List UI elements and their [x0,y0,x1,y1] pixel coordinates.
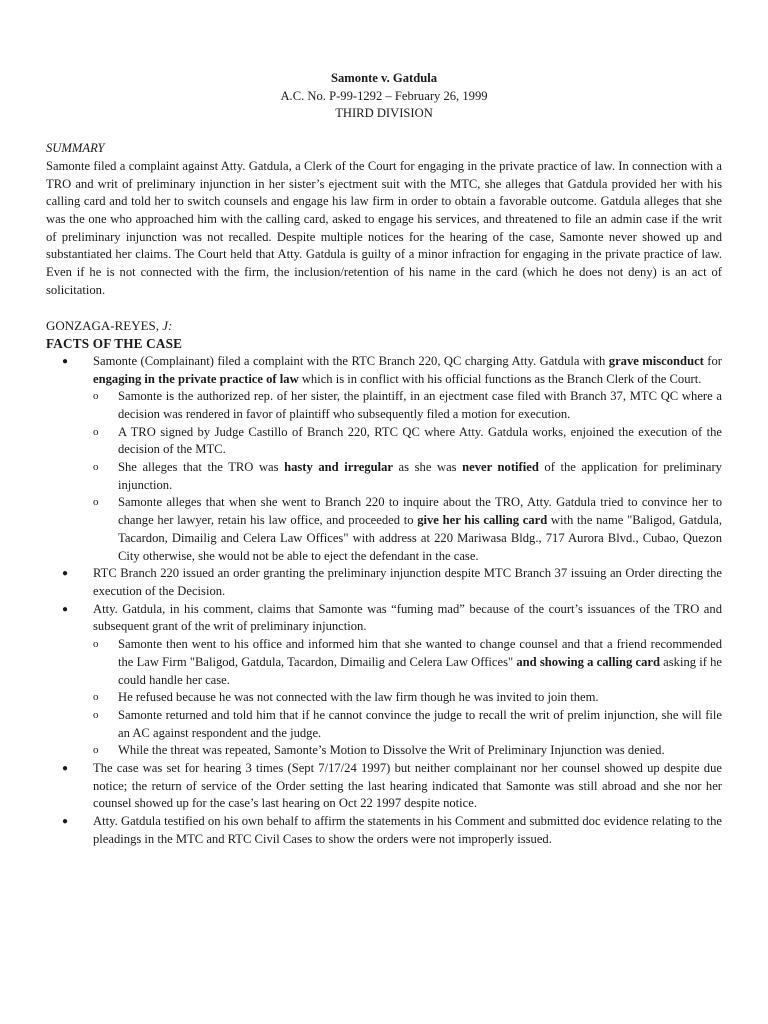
ponente-name: GONZAGA-REYES, [46,318,160,334]
fact-text: RTC Branch 220 issued an order granting the preliminary injunction despite MTC Branch 37 issuing an Order directing the execution of the Decision. [93,566,722,598]
sub-item [93,636,722,689]
sub-text: She alleges that the TRO was [118,460,285,475]
fact-text: The case was set for hearing 3 times (Sept 7/17/24 1997) but neither complainant nor her counsel showed up despite due notice; the return of service of the Order setting the last hearing indicated that Samonte was still abroad and she nor her counsel showed up for the case’s last hearing on Oct 22 1997 despite notice. [93,761,722,811]
sub-bold: hasty and irregular [284,460,393,475]
sub-bullet-icon: o [93,744,99,757]
sub-text: A TRO signed by Judge Castillo of Branch 220, RTC QC where Atty. Gatdula works, enjoined the execution of the decision of the MTC. [118,424,722,457]
fact-item [46,353,722,565]
document-page [46,70,722,849]
sub-bold: and showing a calling card [516,654,660,669]
sub-bullet-icon: o [93,708,99,721]
sub-text: Samonte returned and told him that if he cannot convince the judge to recall the writ of prelim injunction, she will file an AC against respondent and the judge. [118,707,722,740]
fact-text: which is in conflict with his official functions as the Branch Clerk of the Court. [298,371,702,386]
sub-bold: give her his calling card [417,513,548,528]
sub-bullet-icon: o [93,691,99,704]
sub-item [93,742,722,760]
sub-bullet-icon: o [93,496,99,509]
facts-heading: FACTS OF THE CASE [46,336,183,352]
summary-heading: SUMMARY [46,141,105,156]
sub-text: While the threat was repeated, Samonte’s Motion to Dissolve the Writ of Preliminary Injunction was denied. [118,743,665,758]
bullet-icon: ● [62,763,69,775]
facts-list [46,353,722,849]
sub-item [93,494,722,565]
bullet-icon: ● [62,355,69,367]
sub-text: Samonte then went to his office and informed him that she wanted to change counsel and that a friend recommended the Law Firm "Baligod, Gatdula, Tacardon, Dimailig and Celera Law Offices" [118,637,722,669]
sub-text: as she was [392,460,463,475]
case-title: Samonte v. Gatdula [330,71,437,85]
sub-bullet-icon: o [93,461,99,474]
sub-bold: never notified [462,460,539,475]
sub-text: Samonte alleges that when she went to Branch 220 to inquire about the TRO, Atty. Gatdula tried to convince her to change her lawyer, retain his law office, and proceeded to [118,495,722,528]
sub-item [93,689,722,707]
division: THIRD DIVISION [335,106,433,121]
sub-item [93,459,722,494]
sub-item [93,424,722,459]
sub-text: of the application for preliminary injunction. [118,460,722,492]
sub-text: He refused because he was not connected with the law firm though he was invited to join them. [118,690,599,705]
sub-item [93,388,722,423]
bullet-icon: ● [62,603,69,615]
fact-item [46,601,722,760]
fact-text: Atty. Gatdula, in his comment, claims that Samonte was “fuming mad” because of the court’s issuances of the TRO and subsequent grant of the writ of preliminary injunction. [93,601,722,634]
bullet-icon: ● [62,568,69,580]
fact-text: Samonte (Complainant) filed a complaint with the RTC Branch 220, QC charging Atty. Gatdula with [93,353,609,368]
sub-bullet-icon: o [93,638,99,651]
sub-text: Samonte is the authorized rep. of her sister, the plaintiff, in an ejectment case filed with Branch 37, MTC QC where a decision was rendered in favor of plaintiff who subsequently filed a motion for execution. [118,389,722,421]
sub-bullet-icon: o [93,425,99,438]
sub-list [93,388,722,565]
sub-text: asking if he could handle her case. [118,654,723,687]
sub-bullet-icon: o [93,390,99,403]
fact-item [46,565,722,600]
summary-text: Samonte filed a complaint against Atty. Gatdula, a Clerk of the Court for engaging in the private practice of law. In connection with a TRO and writ of preliminary injunction in her sister’s ejectment suit with the MTC, she alleges that Gatdula provided her with his calling card and told her to switch counsels and engage his law firm in order to obtain a favorable outcome. Gatdula alleges that she was the one who approached him with the calling card, asked to engage his services, and threatened to file an admin case if the writ of preliminary injunction was not recalled. Despite multiple notices for the hearing of the case, Samonte never showed up and substantiated her claims. The Court held that Atty. Gatdula is guilty of a minor infraction for engaging in the private practice of law. Even if he is not connected with the firm, the inclusion/retention of his name in the card (which he does not deny) is an act of solicitation. [46,158,722,297]
fact-item [46,813,722,848]
ponente-suffix: J: [162,318,173,334]
case-number: A.C. No. P-99-1292 – February 26, 1999 [280,88,488,103]
sub-text: with the name "Baligod, Gatdula, Tacardon, Dimailig and Celera Law Offices" with address at 220 Mariwasa Bldg., 717 Aurora Blvd., Cubao, Quezon City otherwise, she would not be able to eject the defendant in the case. [118,513,722,563]
sub-list [93,636,722,760]
fact-item [46,760,722,813]
fact-text: for [703,353,722,368]
ponente [46,317,722,335]
sub-item [93,707,722,742]
fact-text: Atty. Gatdula testified on his own behalf to affirm the statements in his Comment and submitted doc evidence relating to the pleadings in the MTC and RTC Civil Cases to show the orders were not improperly issued. [93,814,722,846]
fact-bold: engaging in the private practice of law [93,371,299,386]
fact-bold: grave misconduct [608,353,704,368]
bullet-icon: ● [62,816,69,828]
